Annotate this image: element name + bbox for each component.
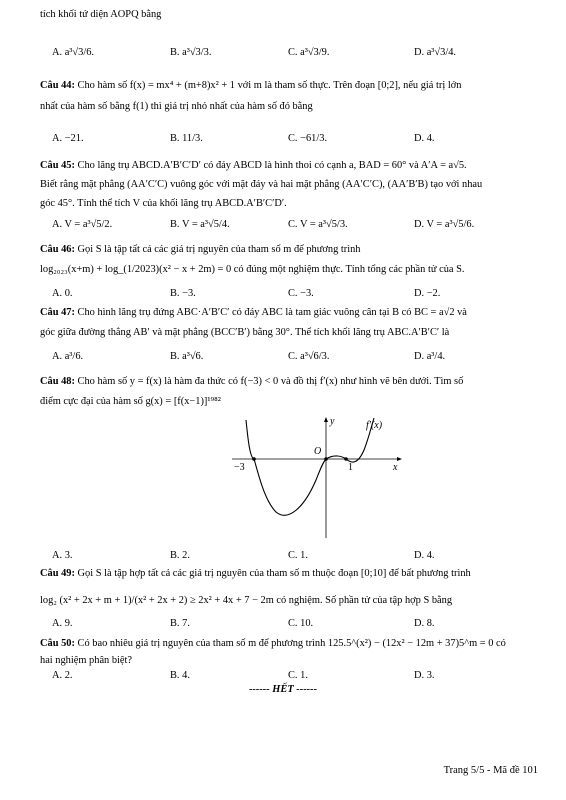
q49-label: Câu 49: [40, 568, 75, 579]
q45-line2: Biết rằng mặt phẳng (AA′C′C) vuông góc với mặt đáy và hai mặt phẳng (AA′C′C), (AA′B′B) tạo với nhau [40, 179, 483, 190]
q49-line2: log₂ (x² + 2x + m + 1)/(x² + 2x + 2) ≥ 2x² + 4x + 7 − 2m có nghiệm. Số phần tử của tập hợp S bằng [40, 595, 453, 606]
q46-option-d: D. −2. [414, 288, 441, 299]
fprime-curve [246, 418, 374, 515]
intro-option-d: D. a³√3/4. [414, 47, 457, 58]
q50-option-c: C. 1. [288, 670, 308, 681]
q44-option-d: D. 4. [414, 133, 435, 144]
x-axis-label: x [393, 462, 398, 473]
intro-option-b: B. a³√3/3. [170, 47, 212, 58]
q47-option-b: B. a³√6. [170, 351, 204, 362]
q45-text1: Cho lăng trụ ABCD.A′B′C′D′ có đáy ABCD là hình thoi có cạnh a, BAD = 60° và A′A = a√5. [77, 160, 467, 171]
q48-line1 [40, 375, 530, 388]
q49-option-b: B. 7. [170, 618, 190, 629]
q49-option-d: D. 8. [414, 618, 435, 629]
q47-line1 [40, 306, 530, 319]
q45-option-a: A. V = a³√5/2. [52, 219, 113, 230]
q47-text1: Cho hình lăng trụ đứng ABC·A′B′C′ có đáy ABC là tam giác vuông cân tại B có BC = a√2 và [77, 307, 467, 318]
q46-option-b: B. −3. [170, 288, 196, 299]
intro-option-a: A. a³√3/6. [52, 47, 95, 58]
point-origin [324, 457, 328, 461]
y-axis-label: y [330, 416, 335, 427]
q45-option-d: D. V = a³√5/6. [414, 219, 475, 230]
q44-option-b: B. 11/3. [170, 133, 203, 144]
q50-label: Câu 50: [40, 638, 75, 649]
q47-option-a: A. a³/6. [52, 351, 84, 362]
q48-option-d: D. 4. [414, 550, 435, 561]
q49-option-a: A. 9. [52, 618, 73, 629]
x-axis-arrow [397, 457, 402, 461]
q49-option-c: C. 10. [288, 618, 314, 629]
end-mark: ------ HẾT ------ [248, 684, 318, 695]
curve-label: f′(x) [366, 420, 383, 431]
q44-line2: nhất của hàm số bằng f(1) thì giá trị nhỏ nhất của hàm số đó bằng [40, 101, 313, 112]
q46-text1: Gọi S là tập tất cả các giá trị nguyên của tham số m để phương trình [77, 244, 361, 255]
q46-line2: log₂₀₂₃(x+m) + log_(1/2023)(x² − x + 2m) = 0 có đúng một nghiệm thực. Tính tổng các phần tử của S. [40, 264, 465, 275]
q44-line1 [40, 79, 530, 92]
q44-text1: Cho hàm số f(x) = mx⁴ + (m+8)x² + 1 với m là tham số thực. Trên đoạn [0;2], nếu giá trị lớn [77, 80, 462, 91]
q49-line1 [40, 567, 530, 580]
q45-label: Câu 45: [40, 160, 75, 171]
fprime-graph [228, 410, 408, 540]
q46-option-c: C. −3. [288, 288, 314, 299]
q46-option-a: A. 0. [52, 288, 73, 299]
page-footer: Trang 5/5 - Mã đề 101 [443, 765, 538, 776]
q45-line3: góc 45°. Tính thể tích V của khối lăng trụ ABCD.A′B′C′D′. [40, 198, 287, 209]
y-axis-arrow [324, 417, 328, 422]
point-neg3 [252, 457, 256, 461]
q48-text1: Cho hàm số y = f(x) là hàm đa thức có f(−3) < 0 và đồ thị f′(x) như hình vẽ bên dưới. Tìm số [77, 376, 464, 387]
intro-option-c: C. a³√3/9. [288, 47, 330, 58]
tick-neg3-label: −3 [234, 462, 245, 473]
q48-option-c: C. 1. [288, 550, 308, 561]
q48-label: Câu 48: [40, 376, 75, 387]
q45-option-c: C. V = a³√5/3. [288, 219, 348, 230]
origin-label: O [314, 446, 322, 457]
q45-line1 [40, 159, 530, 172]
q47-option-d: D. a³/4. [414, 351, 446, 362]
q46-line1 [40, 243, 530, 256]
q48-option-b: B. 2. [170, 550, 190, 561]
tick-1-label: 1 [348, 462, 353, 473]
q50-text1: Có bao nhiêu giá trị nguyên của tham số m để phương trình 125.5^(x²) − (12x² − 12m + 37)5^m = 0 có [77, 638, 506, 649]
q46-label: Câu 46: [40, 244, 75, 255]
q45-option-b: B. V = a³√5/4. [170, 219, 230, 230]
q50-option-b: B. 4. [170, 670, 190, 681]
q50-line2: hai nghiệm phân biệt? [40, 655, 133, 666]
q50-option-d: D. 3. [414, 670, 435, 681]
intro-line: tích khối tứ diện AOPQ bằng [40, 9, 162, 20]
point-1 [344, 457, 348, 461]
q44-label: Câu 44: [40, 80, 75, 91]
q47-line2: góc giữa đường thẳng AB′ và mặt phẳng (BCC′B′) bằng 30°. Thể tích khối lăng trụ ABC.A′B′C′ là [40, 327, 450, 338]
q47-option-c: C. a³√6/3. [288, 351, 330, 362]
q44-option-a: A. −21. [52, 133, 84, 144]
q50-line1 [40, 637, 530, 650]
q47-label: Câu 47: [40, 307, 75, 318]
q44-option-c: C. −61/3. [288, 133, 328, 144]
q48-option-a: A. 3. [52, 550, 73, 561]
q50-option-a: A. 2. [52, 670, 73, 681]
q49-text1: Gọi S là tập hợp tất cả các giá trị nguyên của tham số m thuộc đoạn [0;10] để bất phương trình [77, 568, 471, 579]
q48-line2: điểm cực đại của hàm số g(x) = [f(x−1)]¹⁹⁸² [40, 396, 221, 407]
